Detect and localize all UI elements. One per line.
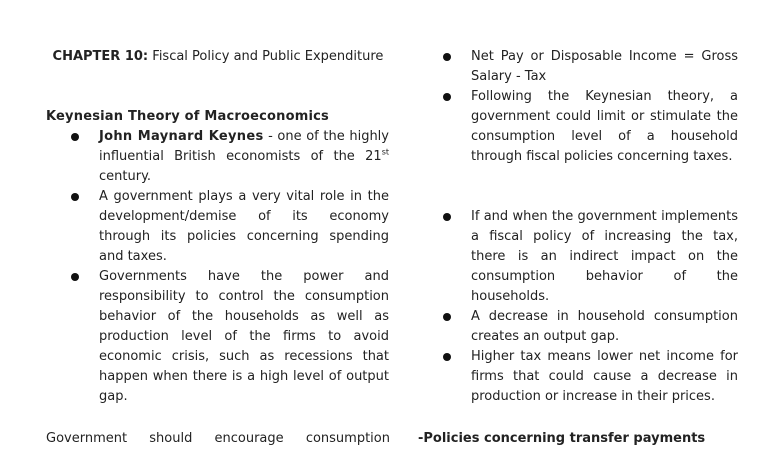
bullet-item <box>418 347 738 407</box>
section-heading: Keynesian Theory of Macroeconomics <box>46 109 329 124</box>
bullet-dot-icon <box>71 133 79 141</box>
bullet-dot-icon <box>443 353 451 361</box>
chapter-label: CHAPTER 10: <box>52 49 149 64</box>
keynes-name: John Maynard Keynes <box>99 129 264 144</box>
bullet-text: Net Pay or Disposable Income = Gross Salary - Tax <box>471 49 738 84</box>
bullet-dot-icon <box>71 273 79 281</box>
bullet-text: If and when the government implements a fiscal policy of increasing the tax, there is an indirect impact on the consumption behavior of the households. <box>471 209 738 304</box>
superscript: st <box>381 147 389 157</box>
bullet-dot-icon <box>443 53 451 61</box>
bullet-item <box>418 47 738 87</box>
bullet-text: century. <box>99 169 152 184</box>
bullet-item <box>418 87 738 167</box>
chapter-title-text: Fiscal Policy and Public Expenditure <box>152 49 384 64</box>
bullet-dot-icon <box>443 313 451 321</box>
bullet-item <box>46 187 389 267</box>
bullet-item <box>46 267 389 407</box>
paragraph-text: Government should encourage consumption <box>46 431 390 446</box>
bullet-item <box>46 127 389 187</box>
right-bullet-list-top <box>418 47 738 167</box>
bullet-dot-icon <box>443 93 451 101</box>
bullet-text: A government plays a very vital role in the development/demise of its economy through its policies concerning spending and taxes. <box>99 189 389 264</box>
bullet-text: - one of the highly influential British economists of the 21 <box>99 129 389 164</box>
bullet-text: Following the Keynesian theory, a government could limit or stimulate the consumption level of a household through fiscal policies concerning taxes. <box>471 89 738 164</box>
bullet-dot-icon <box>443 213 451 221</box>
right-bullet-list-bottom <box>418 207 738 407</box>
chapter-title <box>46 47 390 67</box>
bullet-text: Governments have the power and responsibility to control the consumption behavior of the households as well as production level of the firms to avoid economic crisis, such as recessions that happen when there is a high level of output gap. <box>99 269 389 404</box>
bullet-text: A decrease in household consumption creates an output gap. <box>471 309 738 344</box>
subheading: -Policies concerning transfer payments <box>418 431 706 446</box>
bullet-text: Higher tax means lower net income for firms that could cause a decrease in production or increase in their prices. <box>471 349 738 404</box>
bullet-dot-icon <box>71 193 79 201</box>
bullet-item <box>418 307 738 347</box>
left-bullet-list <box>46 127 389 407</box>
bullet-item <box>418 207 738 307</box>
